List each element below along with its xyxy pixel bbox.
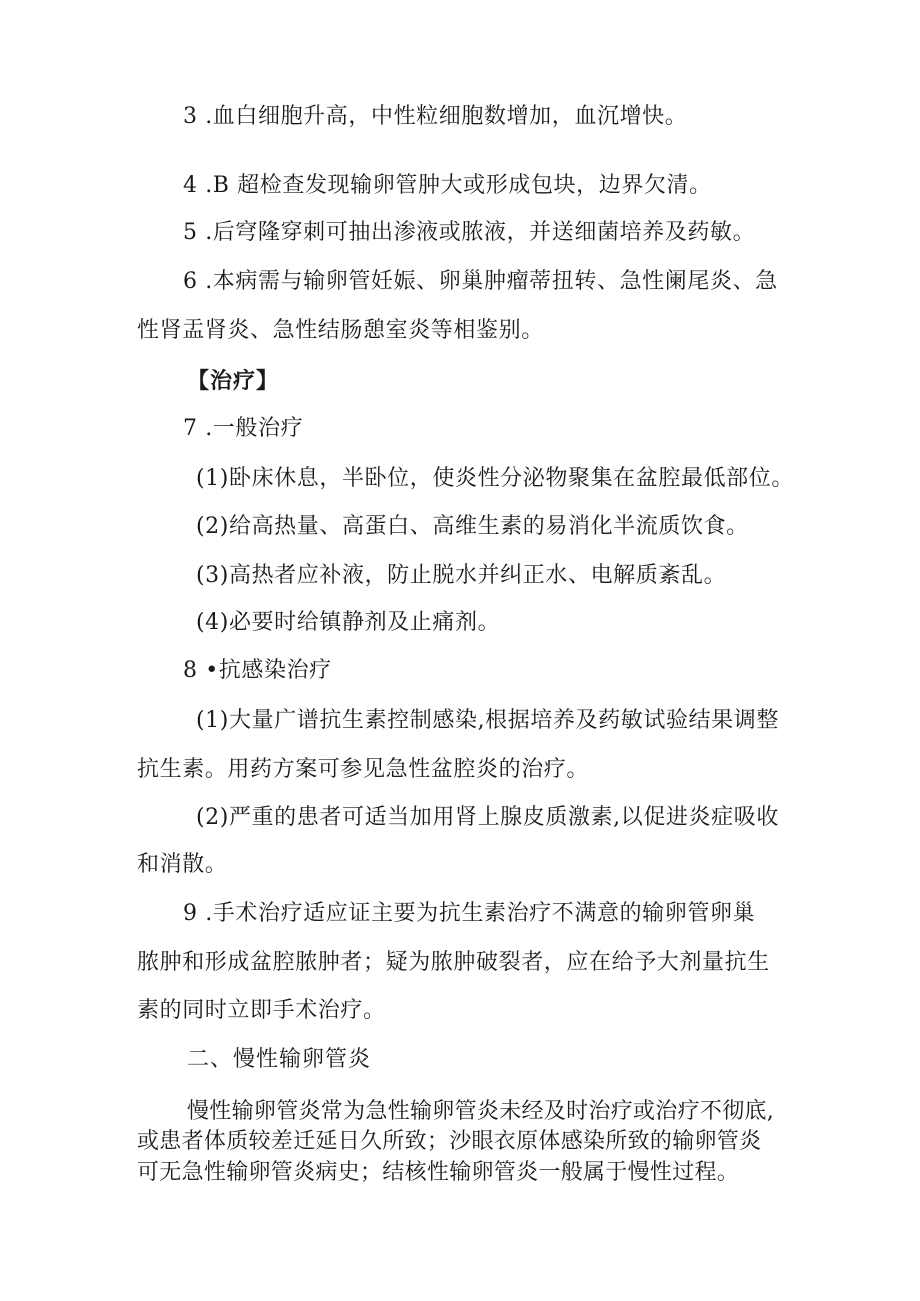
text-line-sub-4: (4)必要时给镇静剂及止痛剂。 <box>196 610 501 635</box>
text-line-sub-1: (1)卧床休息，半卧位，使炎性分泌物聚集在盆腔最低部位。 <box>196 466 794 491</box>
text-line-item-7: 7 .一般治疗 <box>183 416 304 441</box>
paragraph-line-2: 或患者体质较差迁延日久所致；沙眼衣原体感染所致的输卵管炎 <box>137 1129 762 1154</box>
text-line-item-8: 8 •抗感染治疗 <box>183 658 332 683</box>
text-line-item-3: 3 .血白细胞升高，中性粒细胞数增加，血沉增快。 <box>183 104 688 129</box>
text-line-item-6-cont: 性肾盂肾炎、急性结肠憩室炎等相鉴别。 <box>137 318 544 343</box>
text-line-item-4: 4 .B 超检查发现输卵管肿大或形成包块，边界欠清。 <box>183 173 712 198</box>
text-line-item-9-cont-2: 素的同时立即手术治疗。 <box>137 998 386 1023</box>
text-line-sub-3: (3)高热者应补液，防止脱水并纠正水、电解质紊乱。 <box>196 563 727 588</box>
text-line-sub-8-2-cont: 和消散。 <box>137 852 228 877</box>
text-line-sub-8-1: (1)大量广谱抗生素控制感染,根据培养及药敏试验结果调整 <box>196 708 779 733</box>
text-line-item-6: 6 .本病需与输卵管妊娠、卵巢肿瘤蒂扭转、急性阑尾炎、急 <box>183 269 778 294</box>
text-line-sub-8-1-cont: 抗生素。用药方案可参见急性盆腔炎的治疗。 <box>137 757 590 782</box>
paragraph-line-3: 可无急性输卵管炎病史；结核性输卵管炎一般属于慢性过程。 <box>137 1160 740 1185</box>
section-heading-treatment: 【治疗】 <box>187 368 280 394</box>
text-line-item-9: 9 .手术治疗适应证主要为抗生素治疗不满意的输卵管卵巢 <box>183 901 756 926</box>
text-line-item-9-cont-1: 脓肿和形成盆腔脓肿者；疑为脓肿破裂者，应在给予大剂量抗生 <box>137 950 770 975</box>
text-line-item-5: 5 .后穹隆穿刺可抽出渗液或脓液，并送细菌培养及药敏。 <box>183 220 756 245</box>
paragraph-line-1: 慢性输卵管炎常为急性输卵管炎未经及时治疗或治疗不彻底, <box>187 1099 775 1124</box>
text-line-sub-2: (2)给高热量、高蛋白、高维生素的易消化半流质饮食。 <box>196 514 749 539</box>
text-line-sub-8-2: (2)严重的患者可适当加用肾上腺皮质激素,以促进炎症吸收 <box>196 805 779 830</box>
section-title-chronic-salpingitis: 二、慢性输卵管炎 <box>187 1047 372 1072</box>
